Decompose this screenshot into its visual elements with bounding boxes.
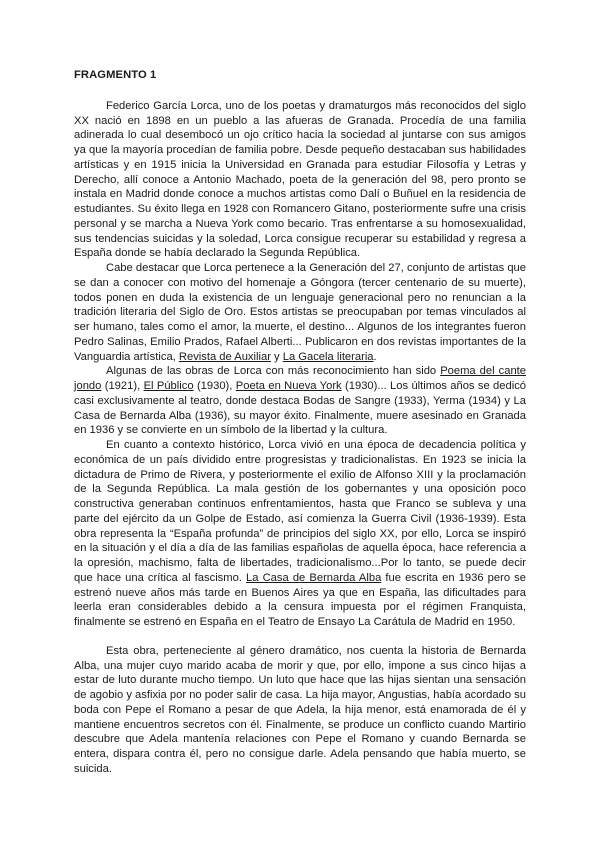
- paragraph-generation-27: [74, 261, 526, 364]
- paragraph-text: En cuanto a contexto histórico, Lorca vivió en una época de decadencia política y económica de un país dividido entre progresistas y tradicionalistas. En 1923 se inicia la dictadura de Primo de Rivera, y posteriormente el exilio de Alfonso XIII y la proclamación de la Segunda República. La mala gestión de los gobernantes y una oposición poco constructiva generaban continuos enfrentamientos, hasta que Franco se subleva y una parte del ejército da un Golpe de Estado, así comienza la Guerra Civil (1936-1939). Esta obra representa la “España profunda” de principios del siglo XX, por ello, Lorca se inspiró en la situación y el día a día de las familias españolas de aquella época, hace referencia a la opresión, machismo, falta de libertades, tradicionalismo...Por lo tanto, se puede decir que hace una crítica al fascismo.: [74, 439, 526, 584]
- magazine-title-revista-de-auxiliar: Revista de Auxiliar: [178, 350, 271, 363]
- work-title-el-publico: El Público: [143, 380, 194, 392]
- document-page: [74, 68, 526, 777]
- paragraph-text: (1930)... Los últimos años se dedicó casi exclusivamente al teatro, donde destaca Bodas de Sangre (1933), Yerma (1934) y La Casa de Bernarda Alba (1936), su mayor éxito. Finalmente, muere asesinado en Granada en 1936 y se convierte en un símbolo de la libertad y la cultura.: [74, 380, 527, 437]
- paragraph-text: Algunas de las obras de Lorca con más reconocimiento han sido: [106, 365, 441, 378]
- paragraph-text: fue escrita en 1936 pero se estrenó nueve años más tarde en Buenos Aires ya que en España, las dificultades para leerla eran considerables debido a la censura impuesta por el régimen Franquista, finalmente se estrenó en España en el Teatro de Ensayo La Carátula de Madrid en 1950.: [74, 571, 526, 628]
- paragraph-biography: Federico García Lorca, uno de los poetas y dramaturgos más reconocidos del siglo XX nació en 1898 en un pueblo a las afueras de Granada. Procedía de una familia adinerada lo cual desembocó un ojo crítico hacia la sociedad al juntarse con sus amigos ya que la mayoría procedían de familia pobre. Desde pequeño destacaban sus habilidades artísticas y en 1915 inicia la Universidad en Granada para estudiar Filosofía y Letras y Derecho, allí conoce a Antonio Machado, poeta de la generación del 98, pero pronto se instala en Madrid donde conoce a muchos artistas como Dalí o Buñuel en la residencia de estudiantes. Su éxito llega en 1928 con Romancero Gitano, posteriormente sufre una crisis personal y se marcha a Nueva York como becario. Tras enfrentarse a su homosexualidad, sus tendencias suicidas y la soledad, Lorca consigue recuperar su estabilidad y regresa a España donde se había declarado la Segunda República.: [74, 99, 526, 260]
- paragraph-text: (1921),: [101, 380, 144, 392]
- work-title-poema-del-cante-jondo: Poema del cante jondo: [74, 365, 526, 392]
- paragraph-works: [74, 364, 526, 438]
- paragraph-historical-context: [74, 438, 526, 630]
- fragment-title: FRAGMENTO 1: [74, 69, 157, 81]
- work-title-la-casa-de-bernarda-alba: La Casa de Bernarda Alba: [246, 571, 382, 584]
- magazine-title-la-gacela-literaria: La Gacela literaria: [282, 350, 374, 363]
- paragraph-plot-summary: Esta obra, perteneciente al género dramático, nos cuenta la historia de Bernarda Alba, una mujer cuyo marido acaba de morir y que, por ello, impone a sus cinco hijas a estar de luto durante mucho tiempo. Un luto que hace que las hijas sientan una sensación de agobio y asfixia por no poder salir de casa. La hija mayor, Angustias, había acordado su boda con Pepe el Romano a pesar de que Adela, la hija menor, está enamorada de él y mantiene encuentros secretos con él. Finalmente, se produce un conflicto cuando Martirio descubre que Adela mantenía relaciones con Pepe el Romano y cuando Bernarda se entera, dispara contra él, pero no consigue darle. Adela pensando que había muerto, se suicida.: [74, 644, 526, 775]
- work-title-poeta-en-nueva-york: Poeta en Nueva York: [235, 380, 342, 392]
- paragraph-text: .: [373, 350, 377, 363]
- paragraph-text: Cabe destacar que Lorca pertenece a la Generación del 27, conjunto de artistas que se dan a conocer con motivo del homenaje a Góngora (tercer centenario de su muerte), todos ponen en duda la existencia de un lenguaje generacional pero no renuncian a la tradición literaria del Siglo de Oro. Estos artistas se preocupaban por temas vinculados al ser humano, tales como el amor, la muerte, el destino... Algunos de los integrantes fueron Pedro Salinas, Emilio Prados, Rafael Alberti... Publicaron en dos revistas importantes de la Vanguardia artística,: [74, 262, 526, 363]
- paragraph-text: (1930),: [193, 380, 236, 392]
- paragraph-text: y: [270, 350, 283, 363]
